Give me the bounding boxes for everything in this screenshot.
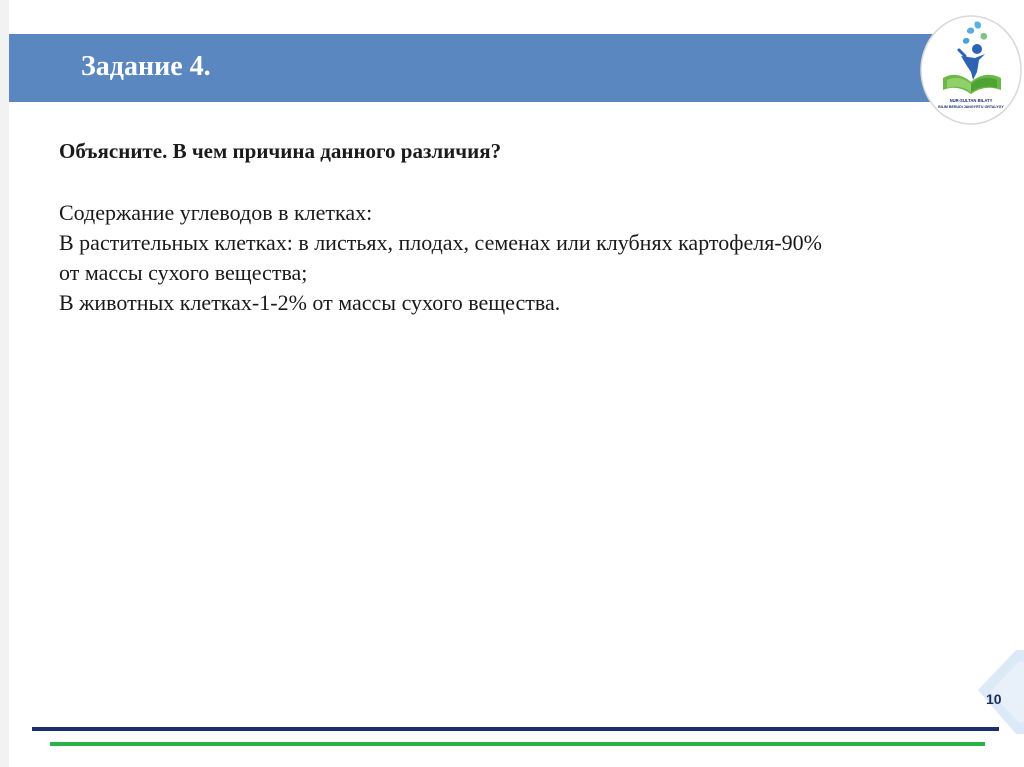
logo-text-line-1: NUR-SULTAN BILATY (949, 98, 993, 103)
body-line-2: В растительных клетках: в листьях, плодах, семенах или клубнях картофеля-90% (59, 230, 822, 255)
task-question: Объясните. В чем причина данного различия? (59, 139, 502, 163)
footer-green-line (50, 742, 985, 746)
logo-text-line-2: BILIM BERUDI JANGYRTU ORTALYGY (938, 105, 1004, 109)
body-line-4: В животных клетках-1-2% от массы сухого вещества. (59, 290, 561, 315)
body-line-1: Содержание углеводов в клетках: (59, 200, 373, 225)
slide-left-border (0, 0, 9, 767)
body-line-3: от массы сухого вещества; (59, 260, 308, 285)
footer-navy-line (32, 727, 999, 731)
slide-content (59, 136, 979, 318)
university-logo-icon (919, 14, 1023, 126)
page-number: 10 (986, 691, 1002, 707)
slide-title: Задание 4. (81, 51, 211, 82)
